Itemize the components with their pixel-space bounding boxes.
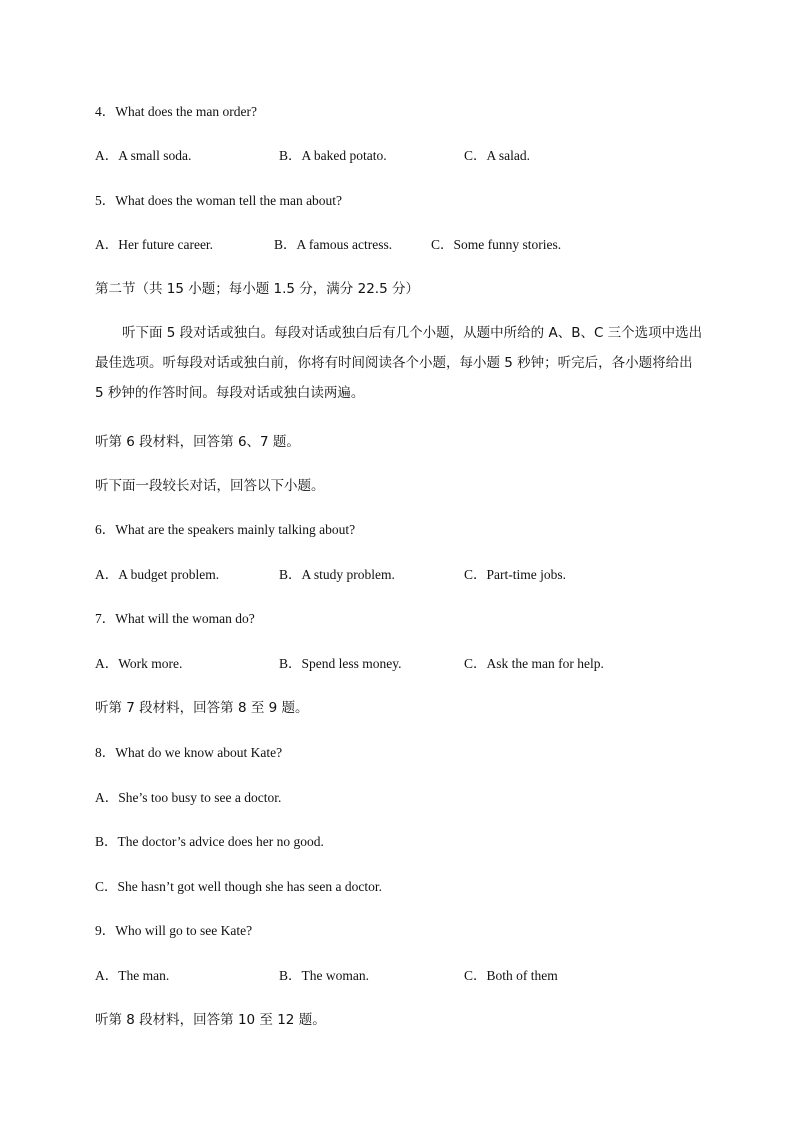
question-5-option-b: B．A famous actress. <box>274 237 393 252</box>
question-7-option-a: A．Work more. <box>95 656 183 671</box>
question-5-option-a: A．Her future career. <box>95 237 214 252</box>
question-8-option-a: A．She’s too busy to see a doctor. <box>95 790 282 805</box>
question-9-option-a: A．The man. <box>95 968 170 983</box>
question-9-option-b: B．The woman. <box>279 968 369 983</box>
material-7-label: 听第 7 段材料，回答第 8 至 9 题。 <box>95 700 309 716</box>
question-8-option-b: B．The doctor’s advice does her no good. <box>95 834 324 849</box>
question-4-option-a: A．A small soda. <box>95 148 192 163</box>
question-9-option-c: C．Both of them <box>464 968 558 983</box>
question-6-option-c: C．Part-time jobs. <box>464 567 566 582</box>
question-5-stem: 5．What does the woman tell the man about? <box>95 193 343 208</box>
question-7-stem: 7．What will the woman do? <box>95 611 255 626</box>
material-8-label: 听第 8 段材料，回答第 10 至 12 题。 <box>95 1012 326 1028</box>
question-6-option-a: A．A budget problem. <box>95 567 220 582</box>
section-2-instructions: 听下面 5 段对话或独白。每段对话或独白后有几个小题，从题中所给的 A、B、C 三个选项中选出最佳选项。听每段对话或独白前，你将有时间阅读各个小题，每小题 5 秒钟；听完后，各小题将给出 5 秒钟的作答时间。每段对话或独白读两遍。 <box>95 325 703 401</box>
question-4-option-b: B．A baked potato. <box>279 148 387 163</box>
question-6-option-b: B．A study problem. <box>279 567 395 582</box>
question-9-stem: 9．Who will go to see Kate? <box>95 923 253 938</box>
question-4-option-c: C．A salad. <box>464 148 530 163</box>
question-6-stem: 6．What are the speakers mainly talking about? <box>95 522 356 537</box>
question-7-option-b: B．Spend less money. <box>279 656 402 671</box>
question-8-stem: 8．What do we know about Kate? <box>95 745 283 760</box>
material-6-label: 听第 6 段材料，回答第 6、7 题。 <box>95 434 300 450</box>
section-2-heading: 第二节（共 15 小题；每小题 1.5 分，满分 22.5 分） <box>95 281 419 297</box>
material-6-subheading: 听下面一段较长对话，回答以下小题。 <box>95 478 325 494</box>
question-5-option-c: C．Some funny stories. <box>431 237 562 252</box>
question-7-option-c: C．Ask the man for help. <box>464 656 604 671</box>
question-8-option-c: C．She hasn’t got well though she has seen a doctor. <box>95 879 382 894</box>
question-4-stem: 4．What does the man order? <box>95 104 257 119</box>
